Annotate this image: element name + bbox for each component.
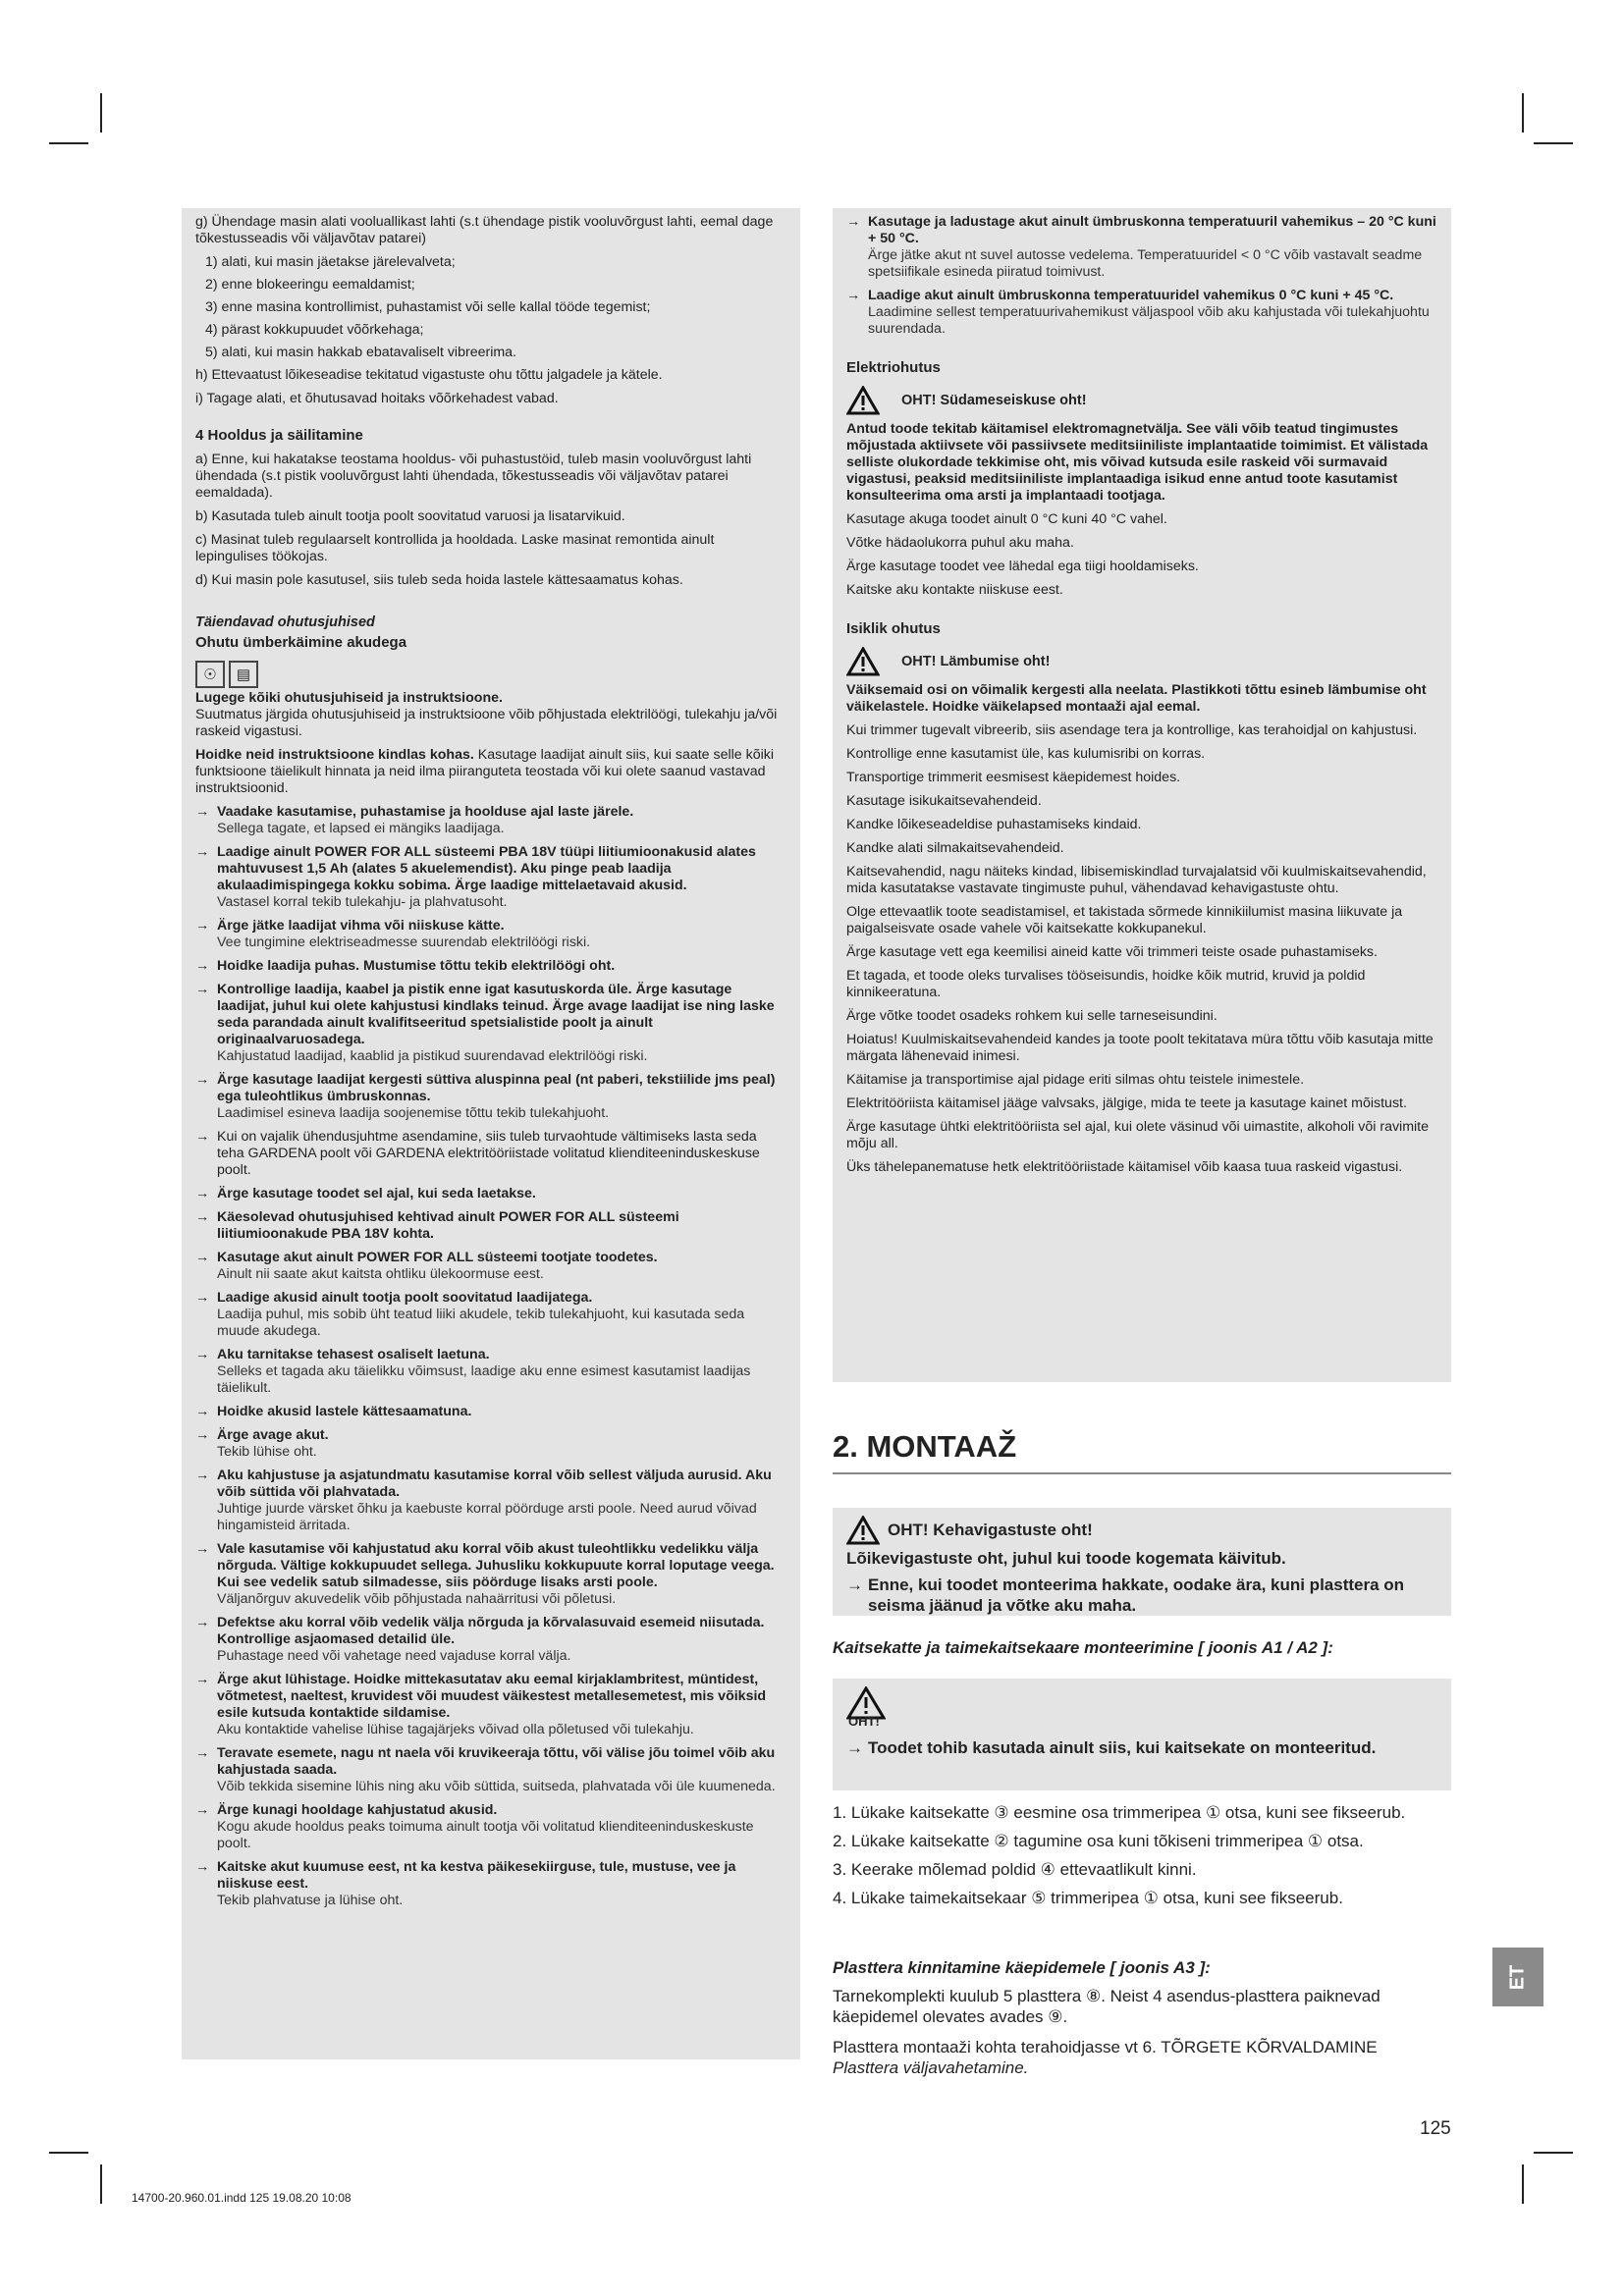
crop-mark	[49, 142, 88, 144]
safety-arrow-item	[195, 1802, 786, 1852]
safety-arrow-bold: Ärge avage akut.	[217, 1427, 329, 1443]
language-tab	[1492, 1948, 1543, 2006]
personal-safety-item: Et tagada, et toode oleks turvalises tööseisundis, hoidke kõik mutrid, kruvid ja poldid kinnikeeratuna.	[846, 968, 1366, 1000]
crop-mark	[100, 93, 102, 133]
mount-step: 2. Lükake kaitsekatte ② tagumine osa kuni tõkiseni trimmeripea ① otsa.	[833, 1832, 1364, 1850]
personal-safety-item: Üks tähelepanematuse hetk elektritööriistade käitamisel võib kaasa tuua raskeid vigastusi.	[846, 1159, 1403, 1175]
mount-warning-label: OHT!	[848, 1714, 880, 1729]
personal-safety-item: Olge ettevaatlik toote seadistamisel, et takistada sõrmede kinnikiilumist masina liikuvate ja paigalseisvate osade vahele või kaitsekatte kokkupanekul.	[846, 904, 1403, 936]
safety-arrow-bold: Käesolevad ohutusjuhised kehtivad ainult POWER FOR ALL süsteemi liitiumioonakude PBA 18V kohta.	[217, 1209, 679, 1242]
book-icon: ▤	[229, 661, 258, 688]
safety-arrow-note: Kahjustatud laadijad, kaablid ja pistikud suurendavad elektrilöögi riski.	[217, 1048, 648, 1064]
crop-mark	[1522, 93, 1524, 133]
safety-arrow-note: Vee tungimine elektriseadmesse suurendab elektrilöögi riski.	[217, 934, 591, 950]
safety-arrow-note: Vastasel korral tekib tulekahju- ja plahvatusoht.	[217, 894, 508, 910]
safety-arrow-item	[846, 214, 1437, 281]
blade-ref-italic: Plasttera väljavahetamine.	[833, 2058, 1029, 2077]
electrical-safety-title: Elektriohutus	[846, 359, 941, 376]
safety-arrow-bold: Kontrollige laadija, kaabel ja pistik enne igat kasutuskorda üle. Ärge kasutage laadijat, juhul kui olete kahjustusi kindlaks teinud. Ärge avage laadijat ise ning laske seda parandada ainult kvalifitseeritud spetsialistide poolt ja ainult originaalvaruosadega.	[217, 982, 775, 1047]
safety-arrow-note: Juhtige juurde värsket õhku ja kaebuste korral pöörduge arsti poole. Need aurud võivad hingamisteid ärritada.	[217, 1501, 757, 1533]
electrical-warning-text: Antud toode tekitab käitamisel elektromagnetvälja. See väli võib teatud tingimustes mõjustada aktiivsete või passiivsete meditsiiniliste implantaatide toimimist. Et välistada selliste olukordade tekkimise oht, mis võivad kutsuda esile raskeid või surmavaid vigastusi, peaksid meditsiiniliste implantaadiga isikud enne antud toote kasutamist konsulteerima oma arsti ja implantaadi tootjaga.	[846, 421, 1429, 504]
safety-arrow-bold: Hoidke akusid lastele kättesaamatuna.	[217, 1404, 472, 1419]
electrical-item: Võtke hädaolukorra puhul aku maha.	[846, 535, 1074, 551]
extra-safety-title: Täiendavad ohutusjuhised	[195, 614, 375, 630]
safety-arrow-item	[195, 1541, 786, 1608]
cut-warning-box	[833, 1508, 1451, 1616]
safety-arrow-bold: Ärge kunagi hooldage kahjustatud akusid.	[217, 1802, 498, 1818]
safety-arrow-item	[195, 804, 786, 837]
safety-arrow-note: Puhastage need või vahetage need vajaduse korral välja.	[217, 1648, 571, 1664]
mount-steps	[833, 1802, 1451, 1916]
safety-arrow-note: Selleks et tagada aku täielikku võimsust, laadige aku enne esimest kasutamist laadijas täielikult.	[217, 1363, 751, 1396]
safety-arrow-item	[195, 1250, 786, 1283]
manual-icons	[195, 661, 786, 688]
section4-title: 4 Hooldus ja säilitamine	[195, 427, 363, 444]
safety-arrow-bold: Kaitske akut kuumuse eest, nt ka kestva päikesekiirguse, tule, mustuse, vee ja niiskuse eest.	[217, 1859, 736, 1892]
personal-safety-item: Kasutage isikukaitsevahendeid.	[846, 793, 1042, 809]
safety-arrow-bold: Vale kasutamise või kahjustatud aku korral võib akust tuleohtlikku vedelikku välja nõrguda. Vältige kokkupuudet sellega. Juhusliku kokkupuute korral loputage veega. Kui see vedelik satub silmadesse, siis pöörduge lisaks arsti poole.	[217, 1541, 775, 1590]
crop-mark	[1534, 2152, 1573, 2154]
safety-arrow-bold: Laadige ainult POWER FOR ALL süsteemi PBA 18V tüüpi liitiumioonakusid alates mahtuvusest 1,5 Ah (alates 5 akuelemendist). Aku pinge peab laadija akulaadimispingega kokku sobima. Ärge laadige mittelaetavaid akusid.	[217, 844, 756, 893]
personal-safety-item: Elektritööriista käitamisel jääge valvsaks, jälgige, mida te teete ja kasutage kainet mõistust.	[846, 1095, 1407, 1111]
read-instructions-text: Suutmatus järgida ohutusjuhiseid ja instruktsioone võib põhjustada elektrilöögi, tulekahju ja/või raskeid vigastusi.	[195, 707, 778, 739]
safety-arrow-note: Ärge jätke akut nt suvel autosse vedelema. Temperatuuridel < 0 °C võib vastavalt seadme spetsiifikale esineda piiratud toimivust.	[868, 247, 1423, 280]
safety-arrow-note: Ainult nii saate akut kaitsta ohtliku ülekoormuse eest.	[217, 1266, 544, 1282]
section4-item: a) Enne, kui hakatakse teostama hooldus- või puhastustöid, tuleb masin vooluvõrgust lahti ühendada (s.t pistik vooluvõrgust lahti ühendada, tõkestusseadis või väljavõtav patarei eemaldada).	[195, 452, 752, 501]
safety-arrow-item	[195, 1745, 786, 1795]
keep-text: Kasutage laadijat ainult siis, kui saate selle kõiki funktsioone täielikult hinnata ja neid ilma piiranguteta teostada või kui olete saanud vastavad instruktsioonid.	[195, 747, 775, 796]
blade-text: Tarnekomplekti kuulub 5 plasttera ⑧. Neist 4 asendus-plasttera paiknevad käepidemel olevates avades ⑨.	[833, 1987, 1380, 2026]
safety-arrow-item	[195, 1404, 786, 1420]
language-tab-label: ET	[1506, 1964, 1529, 1990]
safety-arrow-bold: Hoidke laadija puhas. Mustumise tõttu tekib elektrilöögi oht.	[217, 958, 616, 974]
safety-arrow-note: Sellega tagate, et lapsed ei mängiks laadijaga.	[217, 821, 505, 836]
safety-arrow-note: Aku kontaktide vahelise lühise tagajärjeks võivad olla põletused või tulekahju.	[217, 1722, 694, 1737]
mount-warning-icon-wrap	[846, 1686, 886, 1729]
electrical-warning-label: OHT! Südameseiskuse oht!	[901, 393, 1087, 408]
print-footer: 14700-20.960.01.indd 125 19.08.20 10:08	[132, 2191, 352, 2205]
electrical-item: Kaitske aku kontakte niiskuse eest.	[846, 582, 1063, 598]
g-item: 1) alati, kui masin jäetakse järelevalveta;	[205, 254, 456, 270]
safety-arrow-bold: Kasutage akut ainult POWER FOR ALL süsteemi tootjate toodetes.	[217, 1250, 658, 1265]
personal-safety-list	[846, 722, 1437, 1176]
g-item: 5) alati, kui masin hakkab ebatavaliselt vibreerima.	[205, 345, 517, 360]
personal-warning-label: OHT! Lämbumise oht!	[901, 654, 1051, 669]
h-item: h) Ettevaatust lõikeseadise tekitatud vigastuste ohu tõttu jalgadele ja kätele.	[195, 367, 663, 383]
mount-warning-box	[833, 1679, 1451, 1790]
safety-arrow-note: Väljanõrguv akuvedelik võib põhjustada nahaärritusi või põletusi.	[217, 1591, 617, 1607]
safety-arrow-note: Tekib lühise oht.	[217, 1444, 317, 1460]
cut-warning-header	[846, 1516, 1437, 1545]
left-safety-column	[182, 208, 800, 2059]
personal-safety-item: Kandke alati silmakaitsevahendeid.	[846, 840, 1064, 856]
safety-arrow-item	[195, 1209, 786, 1243]
safety-arrow-bold: Kasutage ja ladustage akut ainult ümbruskonna temperatuuril vahemikus – 20 °C kuni + 50 °C.	[868, 214, 1436, 246]
cut-warning-title: OHT! Kehavigastuste oht!	[888, 1521, 1093, 1539]
safety-arrow-note: Võib tekkida sisemine lühis ning aku võib süttida, suitseda, plahvatada või üle kuumeneda.	[217, 1779, 776, 1794]
personal-safety-title: Isiklik ohutus	[846, 620, 941, 637]
temperature-list	[846, 214, 1437, 338]
battery-safety-list	[195, 804, 786, 1909]
crop-mark	[1534, 142, 1573, 144]
safety-arrow-bold: Vaadake kasutamise, puhastamise ja hoolduse ajal laste järele.	[217, 804, 634, 820]
blade-ref	[833, 2037, 1451, 2078]
safety-arrow-note: Kui on vajalik ühendusjuhtme asendamine, siis tuleb turvaohtude vältimiseks lasta seda teha GARDENA poolt või GARDENA elektritööriistade volitatud klienditeeninduskeskuse poolt.	[217, 1129, 760, 1178]
section4-item: d) Kui masin pole kasutusel, siis tuleb seda hoida lastele kättesaamatus kohas.	[195, 572, 683, 588]
cut-warning-instruction	[846, 1575, 1437, 1616]
g-intro: g) Ühendage masin alati vooluallikast lahti (s.t ühendage pistik vooluvõrgust lahti, eemal dage tõkestusseadis või väljavõtav patarei)	[195, 214, 774, 246]
safety-arrow-item	[195, 1615, 786, 1665]
safety-arrow-item	[195, 1468, 786, 1534]
warning-triangle-icon	[846, 1516, 880, 1545]
mount-step: 3. Keerake mõlemad poldid ④ ettevaatlikult kinni.	[833, 1860, 1197, 1879]
mount-step: 4. Lükake taimekaitsekaar ⑤ trimmeripea ① otsa, kuni see fikseerub.	[833, 1889, 1343, 1907]
safety-arrow-item	[195, 844, 786, 911]
personal-safety-item: Hoiatus! Kuulmiskaitsevahendeid kandes ja toote poolt tekitatava müra tõttu võib kasutaja mitte märgata lähenevaid inimesi.	[846, 1032, 1434, 1064]
personal-warning	[846, 647, 1437, 676]
safety-arrow-bold: Aku kahjustuse ja asjatundmatu kasutamise korral võib sellest väljuda aurusid. Aku võib süttida või plahvatada.	[217, 1468, 772, 1500]
i-item: i) Tagage alati, et õhutusavad hoitaks võõrkehadest vabad.	[195, 391, 559, 406]
warning-triangle-icon	[846, 386, 880, 415]
safety-arrow-item	[195, 1129, 786, 1179]
personal-safety-item: Kontrollige enne kasutamist üle, kas kulumisribi on korras.	[846, 746, 1206, 762]
crop-mark	[49, 2152, 88, 2154]
cut-warning-line: Lõikevigastuste oht, juhul kui toode kogemata käivitub.	[846, 1549, 1286, 1568]
g-item: 3) enne masina kontrollimist, puhastamist või selle kallal tööde tegemist;	[205, 299, 651, 315]
blade-ref-text: Plasttera montaaži kohta terahoidjasse vt 6. TÕRGETE KÕRVALDAMINE	[833, 2038, 1378, 2056]
right-safety-column	[833, 208, 1451, 1382]
battery-safety-title: Ohutu ümberkäimine akudega	[195, 634, 407, 651]
personal-safety-item: Ärge kasutage ühtki elektritööriista sel ajal, kui olete väsinud või uimastite, alkoholi või ravimite mõju all.	[846, 1119, 1430, 1151]
mount-step: 1. Lükake kaitsekatte ③ eesmine osa trimmeripea ① otsa, kuni see fikseerub.	[833, 1803, 1406, 1822]
section4-item: b) Kasutada tuleb ainult tootja poolt soovitatud varuosi ja lisatarvikuid.	[195, 508, 625, 524]
safety-arrow-item	[195, 1672, 786, 1738]
safety-arrow-note: Tekib plahvatuse ja lühise oht.	[217, 1893, 404, 1908]
warning-triangle-icon	[846, 647, 880, 676]
safety-arrow-note: Laadimisel esineva laadija soojenemise tõttu tekib tulekahjuoht.	[217, 1105, 610, 1121]
safety-arrow-item	[195, 1072, 786, 1122]
personal-warning-text: Väiksemaid osi on võimalik kergesti alla neelata. Plastikkoti tõttu esineb lämbumise oht väikelastele. Hoidke väikelapsed montaaži ajal eemal.	[846, 682, 1427, 715]
safety-arrow-bold: Laadige akut ainult ümbruskonna temperatuuridel vahemikus 0 °C kuni + 45 °C.	[868, 288, 1394, 303]
safety-arrow-bold: Ärge kasutage laadijat kergesti süttiva aluspinna peal (nt paberi, tekstiilide jms peal) ega tuleohtlikus ümbruskonnas.	[217, 1072, 776, 1104]
safety-arrow-bold: Ärge kasutage toodet sel ajal, kui seda laetakse.	[217, 1186, 536, 1201]
read-manual-icon: ☉	[195, 661, 225, 688]
personal-safety-item: Ärge kasutage vett ega keemilisi aineid katte või trimmeri teiste osade puhastamiseks.	[846, 944, 1378, 960]
safety-arrow-note: Kogu akude hooldus peaks toimuma ainult tootja või volitatud klienditeeninduskeskuste poolt.	[217, 1819, 754, 1851]
electrical-item: Kasutage akuga toodet ainult 0 °C kuni 40 °C vahel.	[846, 511, 1167, 527]
blade-section	[833, 1957, 1451, 2078]
safety-arrow-item	[195, 958, 786, 975]
mount-warning-instruction-text: Toodet tohib kasutada ainult siis, kui kaitsekate on monteeritud.	[868, 1738, 1377, 1757]
electrical-warning	[846, 386, 1437, 415]
electrical-item: Ärge kasutage toodet vee lähedal ega tiigi hooldamiseks.	[846, 559, 1199, 574]
safety-arrow-item	[195, 982, 786, 1065]
g-item: 2) enne blokeeringu eemaldamist;	[205, 277, 415, 293]
personal-safety-item: Kui trimmer tugevalt vibreerib, siis asendage tera ja kontrollige, kas terahoidjal on kahjustusi.	[846, 722, 1418, 738]
safety-arrow-item	[195, 1427, 786, 1461]
safety-arrow-item	[195, 1859, 786, 1909]
mount-title: Kaitsekatte ja taimekaitsekaare monteerimine [ joonis A1 / A2 ]:	[833, 1638, 1333, 1657]
safety-arrow-bold: Aku tarnitakse tehasest osaliselt laetuna.	[217, 1347, 490, 1362]
read-instructions-heading: Lugege kõiki ohutusjuhiseid ja instruktsioone.	[195, 690, 503, 706]
keep-instructions	[195, 747, 786, 797]
cut-warning-instruction-text: Enne, kui toodet monteerima hakkate, oodake ära, kuni plasttera on seisma jäänud ja võtke aku maha.	[868, 1575, 1405, 1615]
safety-arrow-note: Laadija puhul, mis sobib üht teatud liiki akudele, tekib tulekahjuoht, kui kasutada seda muude akudega.	[217, 1307, 745, 1339]
safety-arrow-item	[195, 918, 786, 951]
section4-item: c) Masinat tuleb regulaarselt kontrollida ja hooldada. Laske masinat remontida ainult lepingulises töökojas.	[195, 532, 715, 564]
personal-safety-item: Kaitsevahendid, nagu näiteks kindad, libisemiskindlad turvajalatsid või kuulmiskaitsevahendid, mida kasutatakse vastavate tingimuste puhul, vähendavad kehavigastuste ohtu.	[846, 864, 1427, 896]
personal-safety-item: Transportige trimmerit eesmisest käepidemest hoides.	[846, 770, 1181, 785]
safety-arrow-item	[195, 1290, 786, 1340]
safety-arrow-item	[846, 288, 1437, 338]
section2-title: 2. MONTAAŽ	[833, 1429, 1451, 1474]
g-item: 4) pärast kokkupuudet võõrkehaga;	[205, 322, 424, 338]
safety-arrow-item	[195, 1186, 786, 1202]
safety-arrow-note: Laadimine sellest temperatuurivahemikust väljaspool võib aku kahjustada või tulekahjuohtu suurendada.	[868, 304, 1430, 337]
crop-mark	[1522, 2164, 1524, 2204]
blade-title: Plasttera kinnitamine käepidemele [ joonis A3 ]:	[833, 1958, 1211, 1977]
personal-safety-item: Kandke lõikeseadeldise puhastamiseks kindaid.	[846, 817, 1142, 832]
safety-arrow-bold: Teravate esemete, nagu nt naela või kruvikeeraja tõttu, või välise jõu toimel võib aku kahjustada saada.	[217, 1745, 776, 1778]
keep-bold: Hoidke neid instruktsioone kindlas kohas.	[195, 747, 474, 763]
crop-mark	[100, 2164, 102, 2204]
personal-safety-item: Käitamise ja transportimise ajal pidage eriti silmas ohtu teistele inimestele.	[846, 1072, 1305, 1088]
page-number: 125	[1420, 2118, 1451, 2139]
safety-arrow-bold: Defektse aku korral võib vedelik välja nõrguda ja kõrvalasuvaid esemeid niisutada. Kontrollige asjaomased detailid üle.	[217, 1615, 765, 1647]
personal-safety-item: Ärge võtke toodet osadeks rohkem kui selle tarneseisundini.	[846, 1008, 1218, 1024]
safety-arrow-item	[195, 1347, 786, 1397]
safety-arrow-bold: Ärge akut lühistage. Hoidke mittekasutatav aku eemal kirjaklambritest, müntidest, võtmetest, naeltest, kruvidest või muudest väikestest metallesemetest, mis võiksid esile kutsuda kontaktide sildamise.	[217, 1672, 767, 1721]
safety-arrow-bold: Laadige akusid ainult tootja poolt soovitatud laadijatega.	[217, 1290, 593, 1306]
mount-warning-instruction	[846, 1737, 1437, 1758]
safety-arrow-bold: Ärge jätke laadijat vihma või niiskuse kätte.	[217, 918, 505, 934]
